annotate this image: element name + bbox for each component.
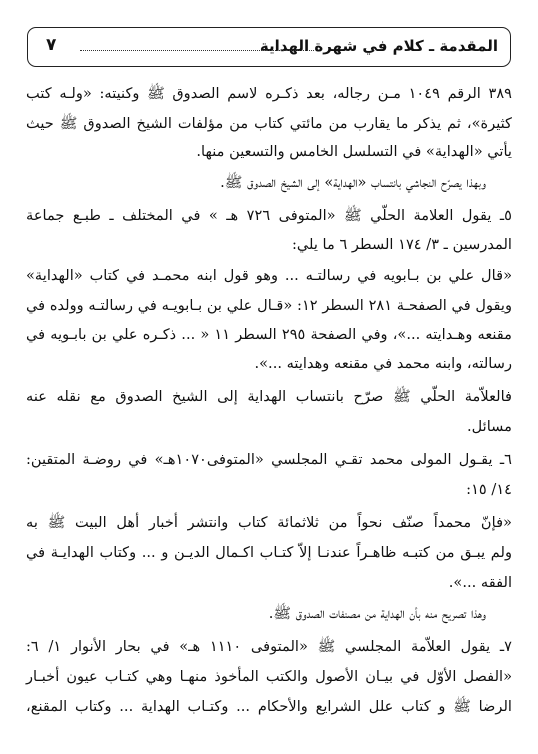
text-line: ٥ـ يقول العلامة الحلّي ﷺ «المتوفى ٧٢٦ هـ » في المختلف ـ طبـع جماعة	[26, 207, 512, 224]
text-line: ولم يبـق من كتبـه ظاهـراً عندنـا إلاّ كتـاب اكـمال الديـن و ... وكتاب الهدايـة في	[26, 544, 512, 561]
text-line: المدرسين ـ ٣/ ١٧٤ السطر ٦ ما يلي:	[291, 236, 512, 253]
text-line: «الفصل الأوّل في بيـان الأصول والكتب المأخوذ منهـا وهي كتـاب عيون أخبـار	[26, 668, 512, 685]
text-line: فالعلاّمة الحلّي ﷺ صرّح بانتساب الهداية إلى الشيخ الصدوق مع نقله عنه	[26, 388, 512, 405]
text-line: «قال علي بن بـابويه في رسالتـه ... وهو قول ابنه محمـد في كتاب «الهداية»	[26, 267, 512, 284]
text-line: كثيرة»، ثم يذكر ما يقارب من مائتي كتاب من مؤلفات الشيخ الصدوق ﷺ حيث	[26, 115, 512, 132]
text-line: ٧ـ يقول العلاّمة المجلسي ﷺ «المتوفى ١١١٠ هـ» في بحار الأنوار ١/ ٦:	[26, 638, 512, 655]
text-line: وهذا تصريح منه بأن الهداية من مصنفات الصدوق ﷺ.	[268, 605, 486, 622]
header-title: المقدمة ـ كلام في شهرة الهداية	[259, 37, 498, 55]
text-line: وبهذا يصرّح النجاشي بانتساب «الهداية» إلى الشيخ الصدوق ﷺ.	[220, 174, 486, 191]
text-line: مقنعه وهـدايته ...»، وفي الصفحة ٢٩٥ السطر ١١ « ... ذكـره علي بن بابـويه في	[26, 326, 513, 343]
text-line: ٦ـ يقـول المولى محمد تقـي المجلسي «المتوفى١٠٧٠هـ» في روضـة المتقين:	[26, 451, 512, 468]
text-line: ٣٨٩ الرقم ١٠٤٩ مـن رجاله، بعد ذكـره لاسم الصدوق ﷺ وكنيته: «ولـه كتب	[26, 85, 512, 102]
text-line: رسالته، وابنه محمد في مقنعه وهدايته ...».	[254, 355, 512, 372]
text-line: «فإنّ محمداً صنّف نحواً من ثلاثمائة كتاب وانتشر أخبار أهل البيت ﷺ به	[26, 514, 512, 531]
text-line: مسائل.	[466, 418, 512, 435]
text-line: الفقه ...».	[448, 574, 512, 591]
page-number: ٧	[46, 35, 57, 55]
text-line: يأتي «الهداية» في التسلسل الخامس والتسعين منها.	[196, 143, 512, 160]
header-dotted-leader	[80, 50, 314, 51]
text-line: ١٤/ ١٥:	[466, 481, 512, 498]
running-header	[27, 27, 511, 67]
text-line: ويقول في الصفحـة ٢٨١ السطر ١٢: «قـال علي بن بـابويـه في رسالتـه وولده في	[26, 297, 512, 314]
text-line: الرضا ﷺ و كتاب علل الشرايع والأحكام ... وكتـاب الهداية ... وكتاب المقنع،	[26, 698, 512, 715]
